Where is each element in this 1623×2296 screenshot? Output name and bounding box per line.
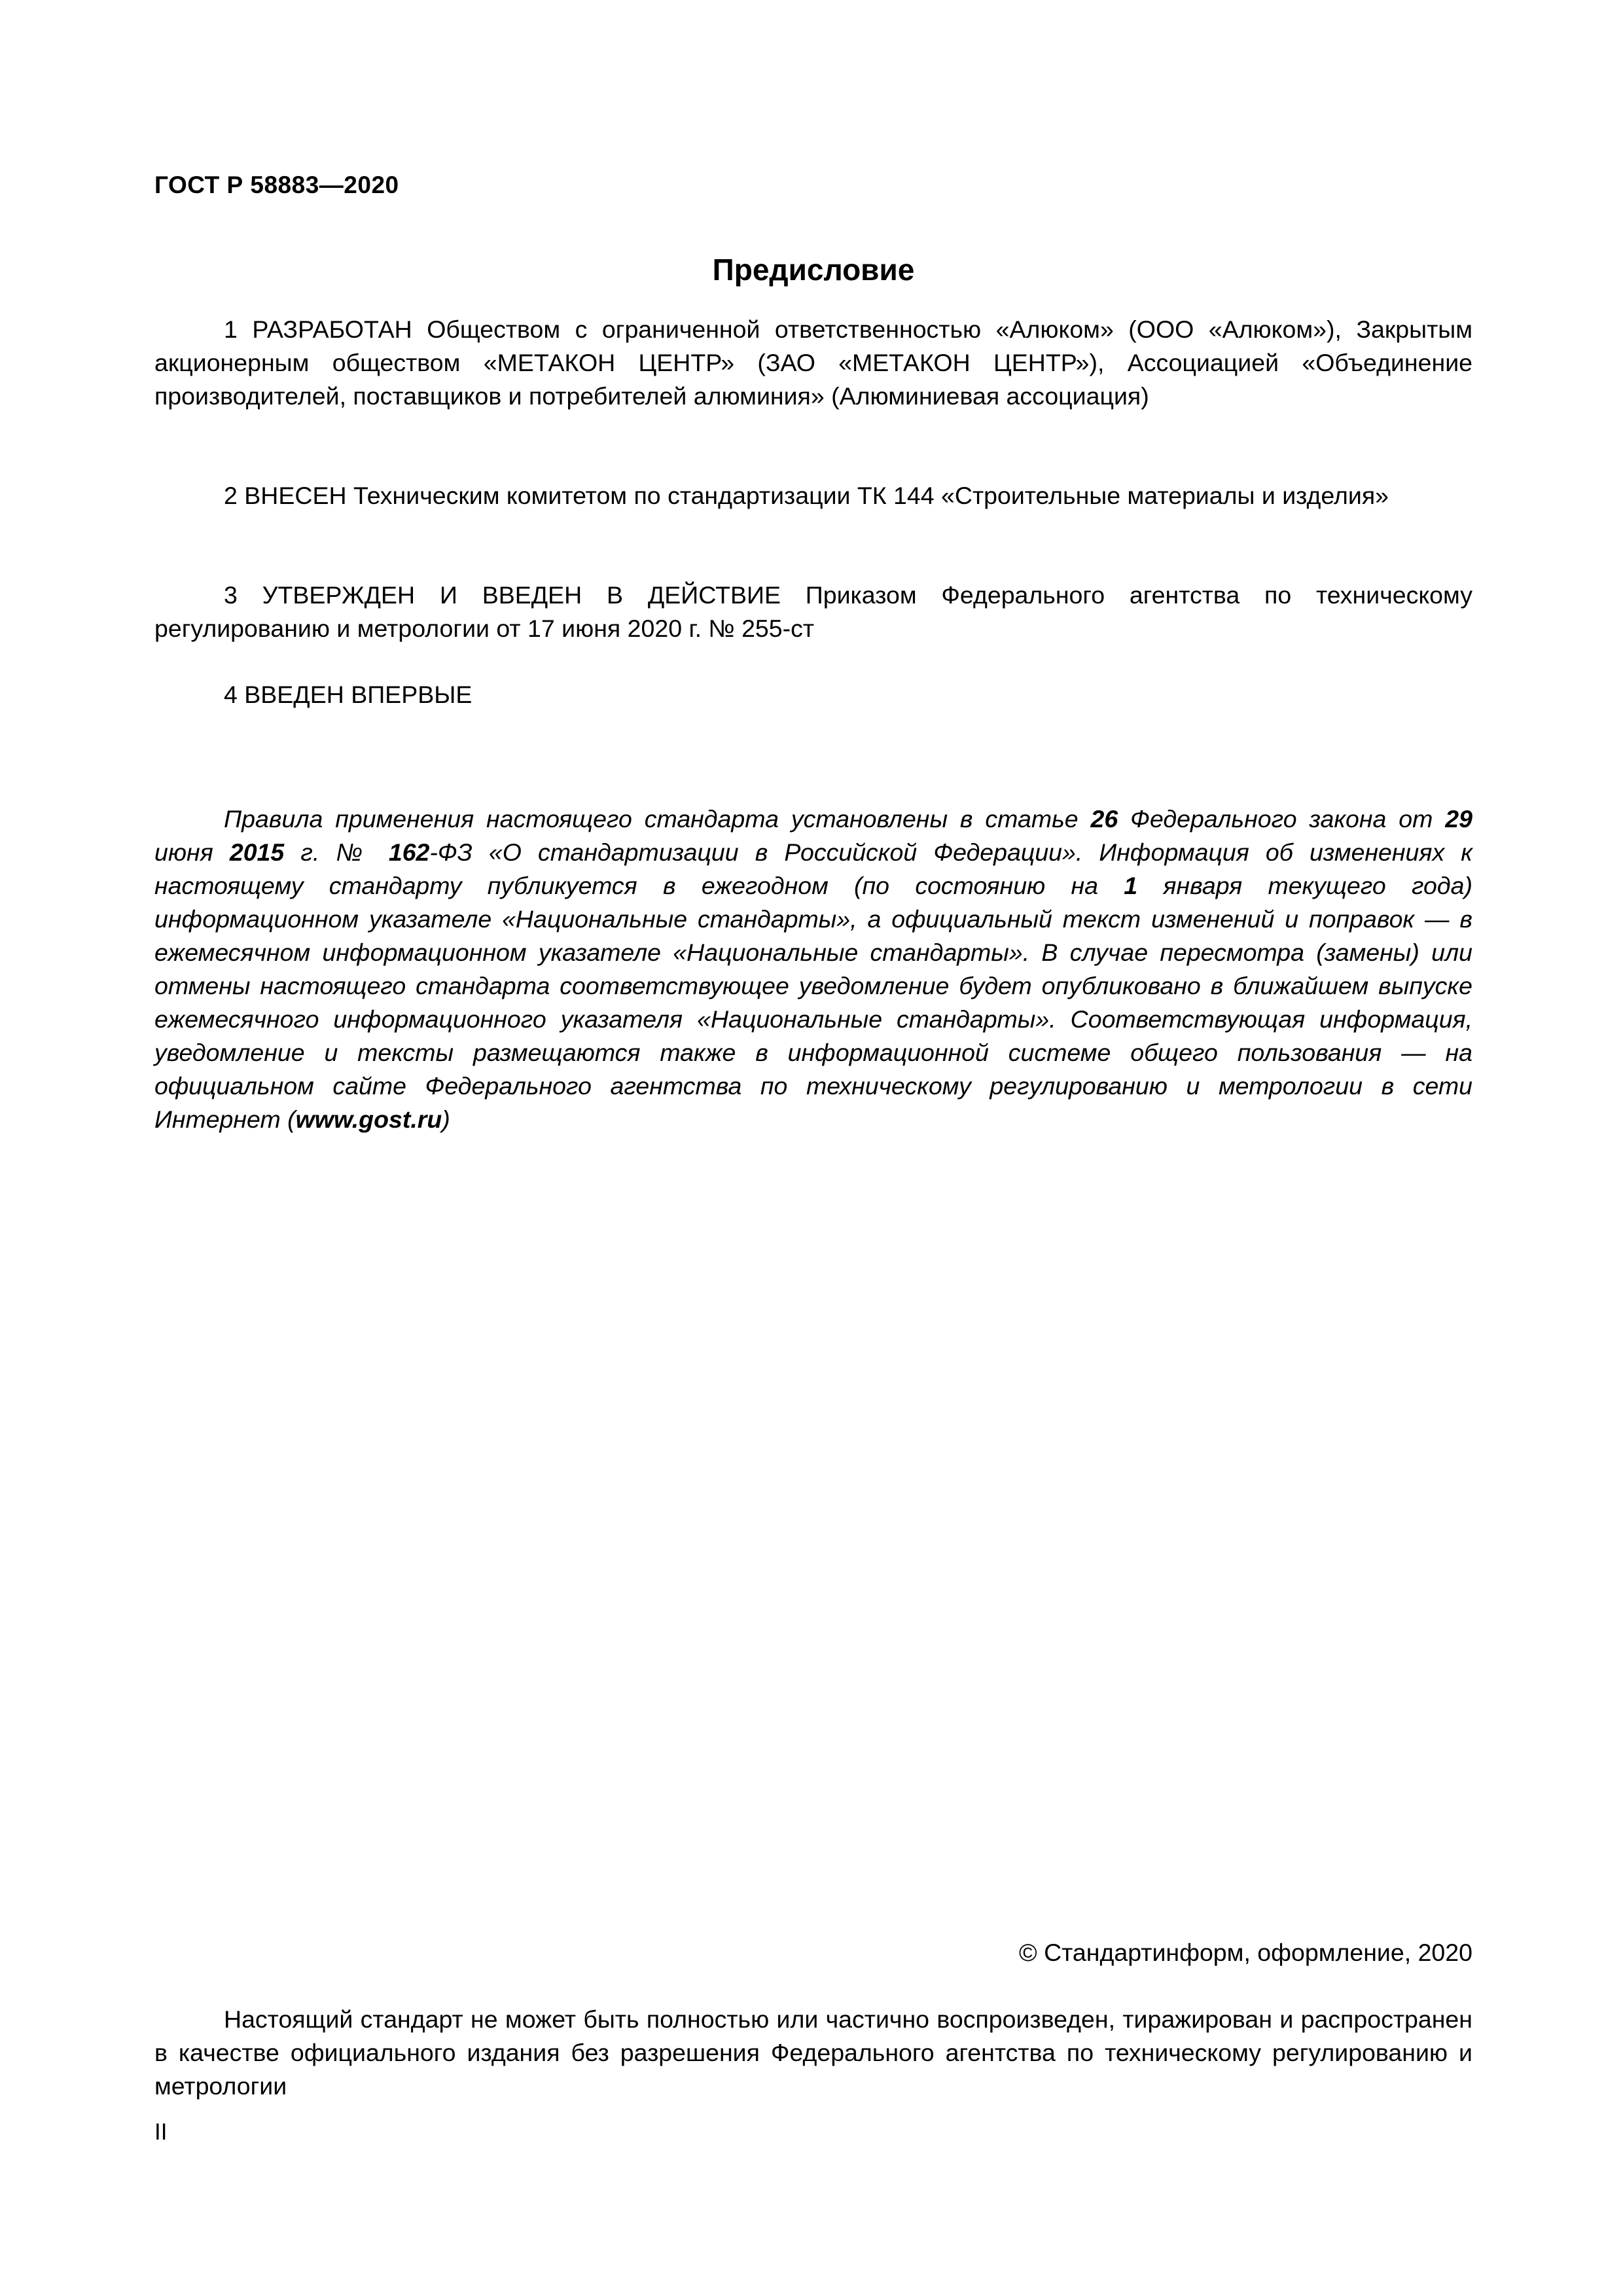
page-number: II <box>154 2119 168 2145</box>
foreword-item-first-time: 4 ВВЕДЕН ВПЕРВЫЕ <box>224 681 473 708</box>
notice-text: июня <box>154 838 230 866</box>
notice-law-year: 2015 <box>229 838 285 866</box>
application-rules-notice <box>154 802 1472 1136</box>
notice-text: Правила применения настоящего стандарта установлены в статье <box>224 805 1091 833</box>
notice-text: -ФЗ «О стандартизации в Российской Федерации». Информация об изменениях к настоящему стандарту публикуется в ежегодном (по состоянию на <box>154 838 1473 899</box>
foreword-title: Предисловие <box>712 253 915 287</box>
notice-text: Федерального закона от <box>1118 805 1446 833</box>
notice-law-day: 29 <box>1445 805 1472 833</box>
foreword-item-developed: 1 РАЗРАБОТАН Обществом с ограниченной ответственностью «Алюком» (ООО «Алюком»), Закрытым акционерным обществом «МЕТАКОН ЦЕНТР» (ЗАО «МЕТАКОН ЦЕНТР»), Ассоциацией «Объединение производителей, поставщиков и потребителей алюминия» (Алюминиевая ассоциация) <box>154 315 1472 410</box>
notice-website-link[interactable]: www.gost.ru <box>295 1105 442 1133</box>
reproduction-rights-notice: Настоящий стандарт не может быть полностью или частично воспроизведен, тиражирован и распространен в качестве официального издания без разрешения Федерального агентства по техническому регулированию и метрологии <box>154 2005 1472 2100</box>
notice-text: января текущего года) информационном указателе «Национальные стандарты», а официальный текст изменений и поправок — в ежемесячном информационном указателе «Национальные стандарты». В случае пересмотра (замены) или отмены настоящего стандарта соответствующее уведомление будет опубликовано в ближайшем выпуске ежемесячного информационного указателя «Национальные стандарты». Соответствующая информация, уведомление и тексты размещаются также в информационной системе общего пользования — на официальном сайте Федерального агентства по техническому регулированию и метрологии в сети Интернет ( <box>154 872 1472 1133</box>
document-code: ГОСТ Р 58883—2020 <box>154 171 399 198</box>
notice-text: г. № <box>284 838 389 866</box>
notice-article-number: 26 <box>1090 805 1118 833</box>
notice-january-day: 1 <box>1124 872 1138 899</box>
copyright-line: © Стандартинформ, оформление, 2020 <box>1019 1939 1472 1966</box>
notice-text: ) <box>442 1105 450 1133</box>
foreword-item-introduced: 2 ВНЕСЕН Техническим комитетом по стандартизации ТК 144 «Строительные материалы и изделия» <box>224 482 1389 509</box>
foreword-item-approved: 3 УТВЕРЖДЕН И ВВЕДЕН В ДЕЙСТВИЕ Приказом Федерального агентства по техническому регулированию и метрологии от 17 июня 2020 г. № 255-ст <box>154 581 1472 642</box>
notice-law-number: 162 <box>388 838 430 866</box>
